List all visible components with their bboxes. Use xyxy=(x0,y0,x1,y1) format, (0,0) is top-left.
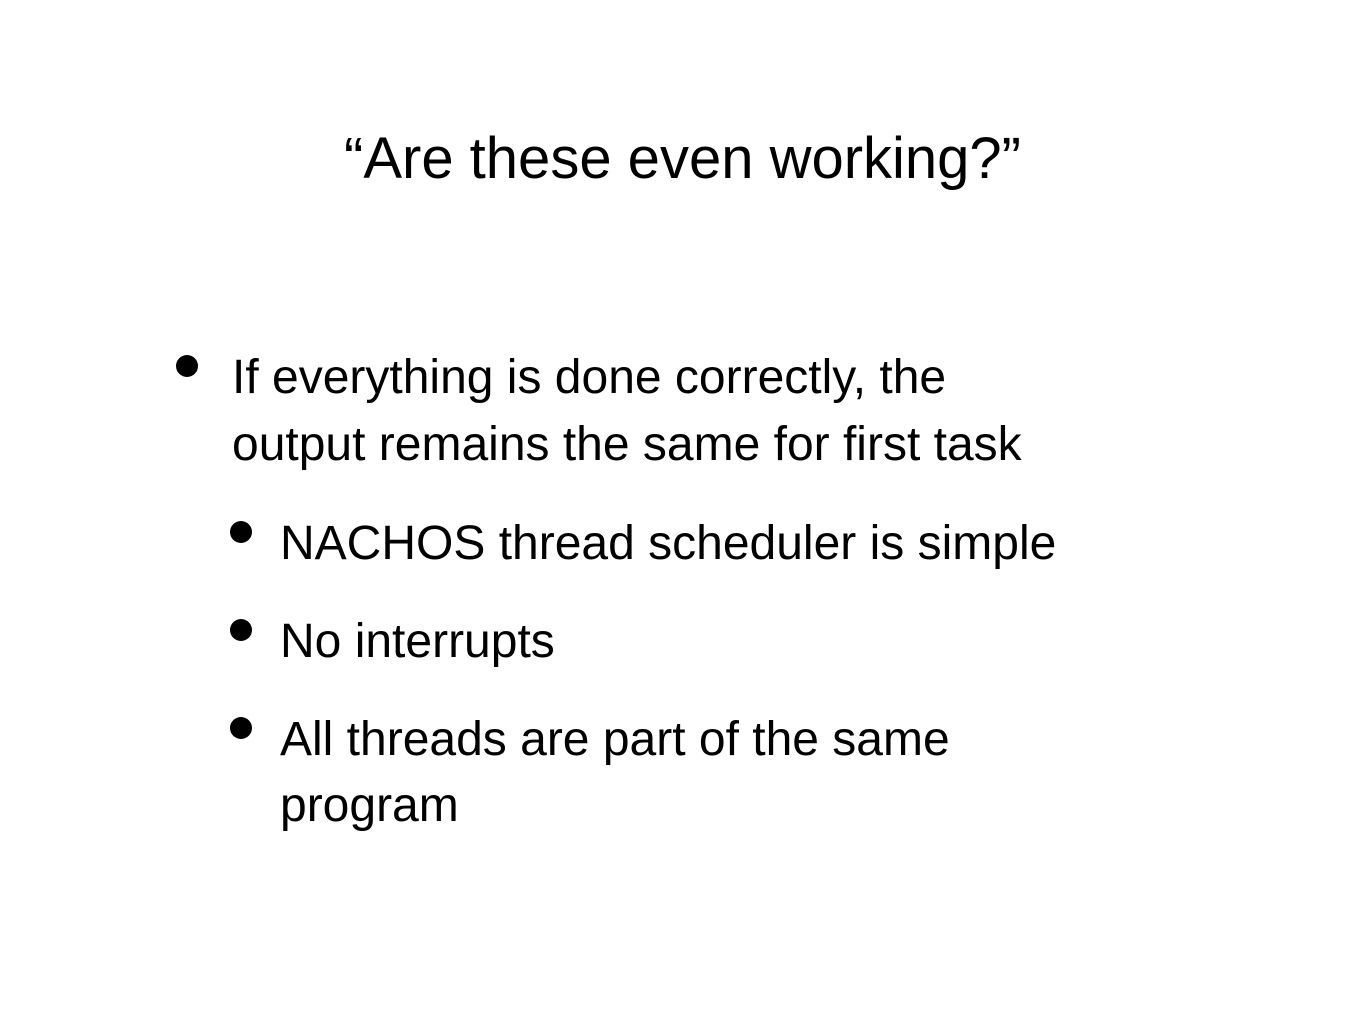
bullet-line: NACHOS thread scheduler is simple xyxy=(280,517,1057,570)
bullet-line: If everything is done correctly, the xyxy=(232,351,947,404)
bullet-dot-icon xyxy=(176,355,198,377)
bullet-line: All threads are part of the same xyxy=(280,713,950,766)
slide-title: “Are these even working?” xyxy=(344,126,1021,191)
bullet-dot-icon xyxy=(230,717,252,739)
bullet-dot-icon xyxy=(230,619,252,641)
bullet-line: program xyxy=(280,779,459,832)
bullet-line: output remains the same for first task xyxy=(232,418,1022,471)
bullet-dot-icon xyxy=(230,521,252,543)
bullet-line: No interrupts xyxy=(280,615,555,668)
